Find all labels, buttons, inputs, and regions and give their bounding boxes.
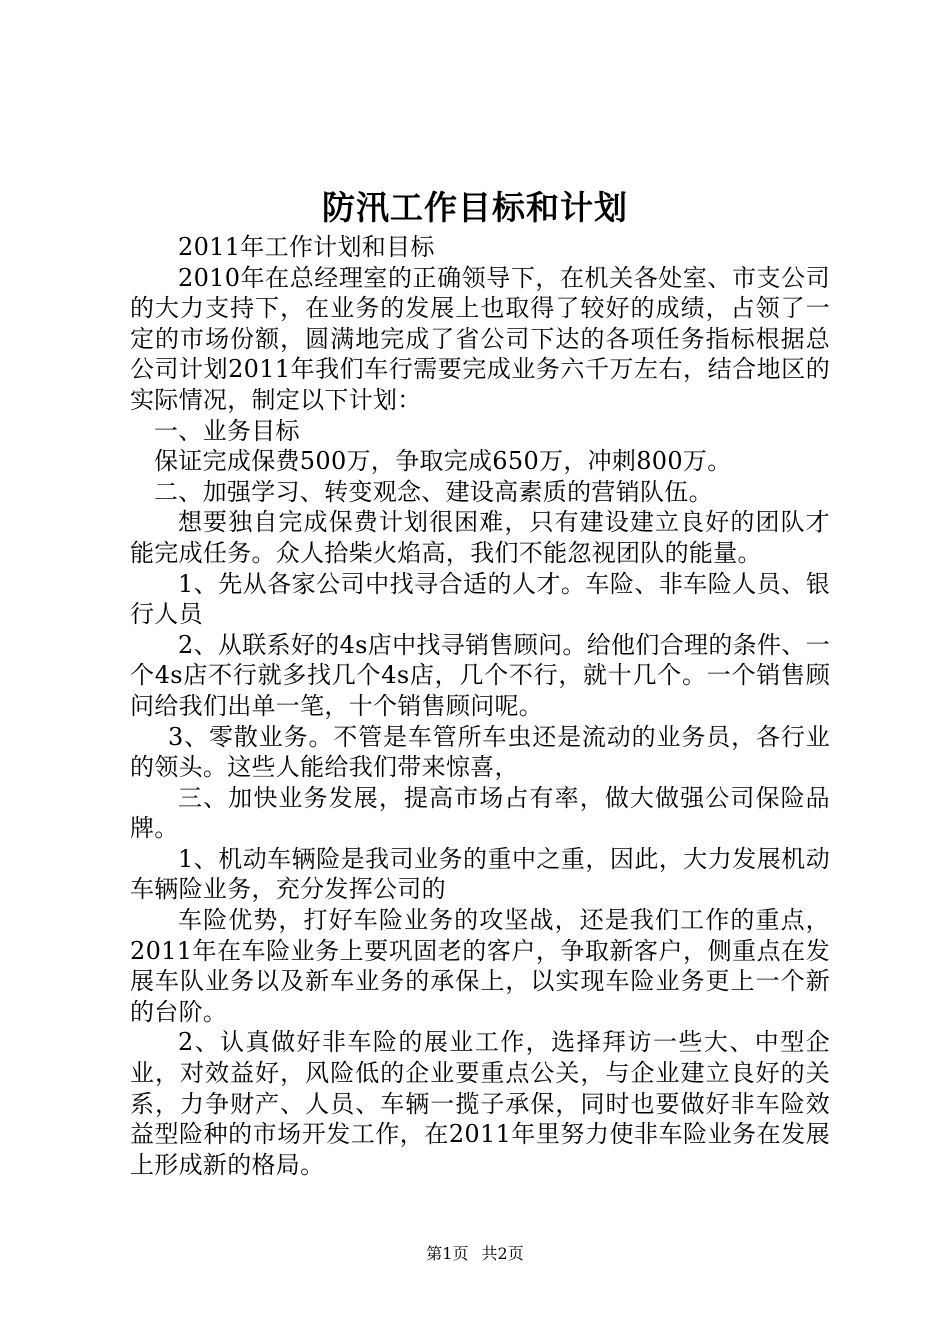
page-number: 第1页	[426, 1244, 469, 1263]
paragraph-13: 2、认真做好非车险的展业工作，选择拜访一些大、中型企业，对效益好，风险低的企业要重点公关，与企业建立良好的关系，力争财产、人员、车辆一揽子承保，同时也要做好非车险效益型险种的市场开发工作，在2011年里努力使非车险业务在发展上形成新的格局。	[130, 1028, 830, 1179]
paragraph-7: 1、先从各家公司中找寻合适的人才。车险、非车险人员、银行人员	[130, 569, 830, 629]
document-body	[130, 232, 830, 1180]
paragraph-12: 车险优势，打好车险业务的攻坚战，还是我们工作的重点，2011年在车险业务上要巩固老的客户，争取新客户，侧重点在发展车队业务以及新车业务的承保上，以实现车险业务更上一个新的台阶。	[130, 906, 830, 1026]
paragraph-4: 保证完成保费500万，争取完成650万，冲刺800万。	[154, 447, 732, 476]
paragraph-2: 2010年在总经理室的正确领导下，在机关各处室、市支公司的大力支持下，在业务的发展上也取得了较好的成绩，占领了一定的市场份额，圆满地完成了省公司下达的各项任务指标根据总公司计划2011年我们车行需要完成业务六千万左右，结合地区的实际情况，制定以下计划：	[130, 263, 830, 414]
paragraph-9: 3、零散业务。不管是车管所车虫还是流动的业务员，各行业的领头。这些人能给我们带来惊喜，	[130, 722, 830, 782]
paragraph-1: 2011年工作计划和目标	[178, 233, 435, 261]
page-footer	[0, 1242, 950, 1266]
page-total: 共2页	[481, 1244, 524, 1263]
paragraph-8: 2、从联系好的4s店中找寻销售顾问。给他们合理的条件、一个4s店不行就多找几个4s店，几个不行，就十几个。一个销售顾问给我们出单一笔，十个销售顾问呢。	[130, 630, 830, 720]
paragraph-6: 想要独自完成保费计划很困难，只有建设建立良好的团队才能完成任务。众人拾柴火焰高，我们不能忽视团队的能量。	[130, 508, 830, 567]
paragraph-10: 三、加快业务发展，提高市场占有率，做大做强公司保险品牌。	[130, 783, 830, 843]
paragraph-3: 一、业务目标	[154, 416, 300, 445]
document-title: 防汛工作目标和计划	[322, 188, 628, 227]
paragraph-5: 二、加强学习、转变观念、建设高素质的营销队伍。	[154, 477, 713, 506]
paragraph-11: 1、机动车辆险是我司业务的重中之重，因此，大力发展机动车辆险业务，充分发挥公司的	[130, 844, 830, 904]
